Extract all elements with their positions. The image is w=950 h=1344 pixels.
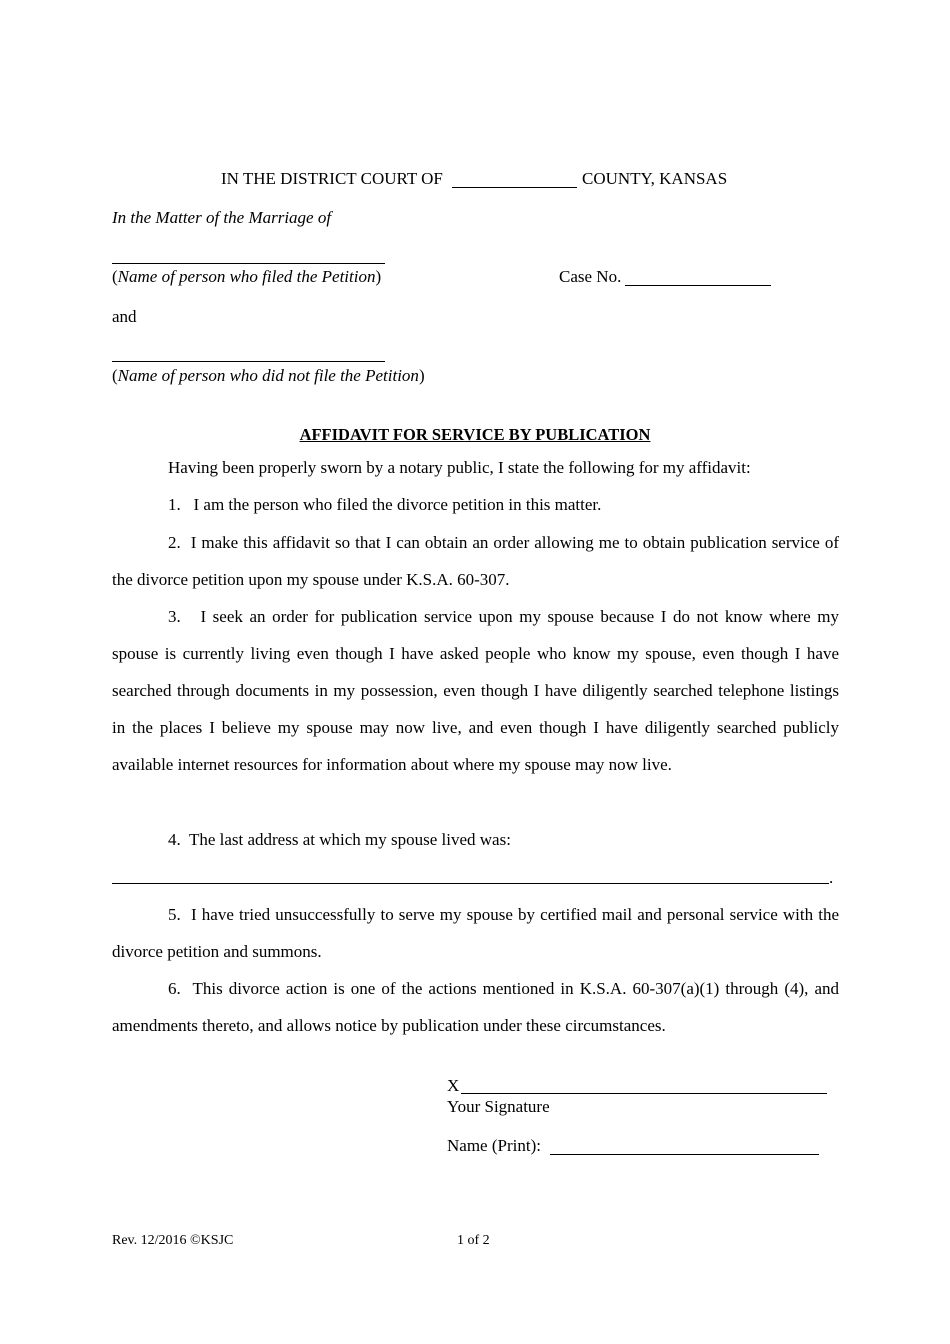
matter-heading: In the Matter of the Marriage of bbox=[112, 208, 332, 227]
court-heading bbox=[221, 169, 443, 189]
item-4: 4. The last address at which my spouse lived was: bbox=[168, 830, 511, 849]
address-period: . bbox=[829, 868, 834, 887]
item-6: 6. This divorce action is one of the actions mentioned in K.S.A. 60-307(a)(1) through (4), and amendments thereto, and allows notice by publication under these circumstances. bbox=[112, 979, 839, 1035]
intro-paragraph: Having been properly sworn by a notary public, I state the following for my affidavit: bbox=[168, 458, 751, 477]
print-name-label: Name (Print): bbox=[447, 1136, 541, 1155]
court-suffix: COUNTY, KANSAS bbox=[582, 169, 728, 188]
signature-label: Your Signature bbox=[447, 1097, 550, 1116]
signature-x: X bbox=[447, 1076, 460, 1095]
respondent-label: (Name of person who did not file the Petition) bbox=[112, 366, 425, 385]
item-3: 3. I seek an order for publication service upon my spouse because I do not know where my spouse is currently living even though I have asked people who know my spouse, even though I have searched through documents in my possession, even though I have diligently searched telephone listings in the places I believe my spouse may now live, and even though I have diligently searched publicly available internet resources for information about where my spouse may now live. bbox=[112, 607, 839, 774]
respondent-name-blank[interactable] bbox=[112, 361, 385, 362]
last-address-blank[interactable] bbox=[112, 883, 829, 884]
court-prefix: IN THE DISTRICT COURT OF bbox=[221, 169, 443, 188]
and-text: and bbox=[112, 307, 137, 326]
signature-blank[interactable] bbox=[461, 1093, 827, 1094]
petitioner-label-text: Name of person who filed the Petition bbox=[117, 267, 376, 286]
respondent-label-text: Name of person who did not file the Petition bbox=[117, 366, 419, 385]
item-5: 5. I have tried unsuccessfully to serve my spouse by certified mail and personal service with the divorce petition and summons. bbox=[112, 905, 839, 961]
print-name-blank[interactable] bbox=[550, 1154, 819, 1155]
revision-note: Rev. 12/2016 ©KSJC bbox=[112, 1233, 234, 1248]
page-number: 1 of 2 bbox=[457, 1233, 490, 1248]
petitioner-label: (Name of person who filed the Petition) bbox=[112, 267, 382, 286]
county-blank[interactable] bbox=[452, 187, 577, 188]
petitioner-name-blank[interactable] bbox=[112, 263, 385, 264]
case-no-blank[interactable] bbox=[625, 285, 771, 286]
item-2: 2. I make this affidavit so that I can obtain an order allowing me to obtain publication service of the divorce petition upon my spouse under K.S.A. 60-307. bbox=[112, 533, 839, 589]
document-title: AFFIDAVIT FOR SERVICE BY PUBLICATION bbox=[299, 425, 651, 444]
item-1: 1. I am the person who filed the divorce petition in this matter. bbox=[168, 495, 602, 514]
case-no-label: Case No. bbox=[559, 267, 622, 286]
